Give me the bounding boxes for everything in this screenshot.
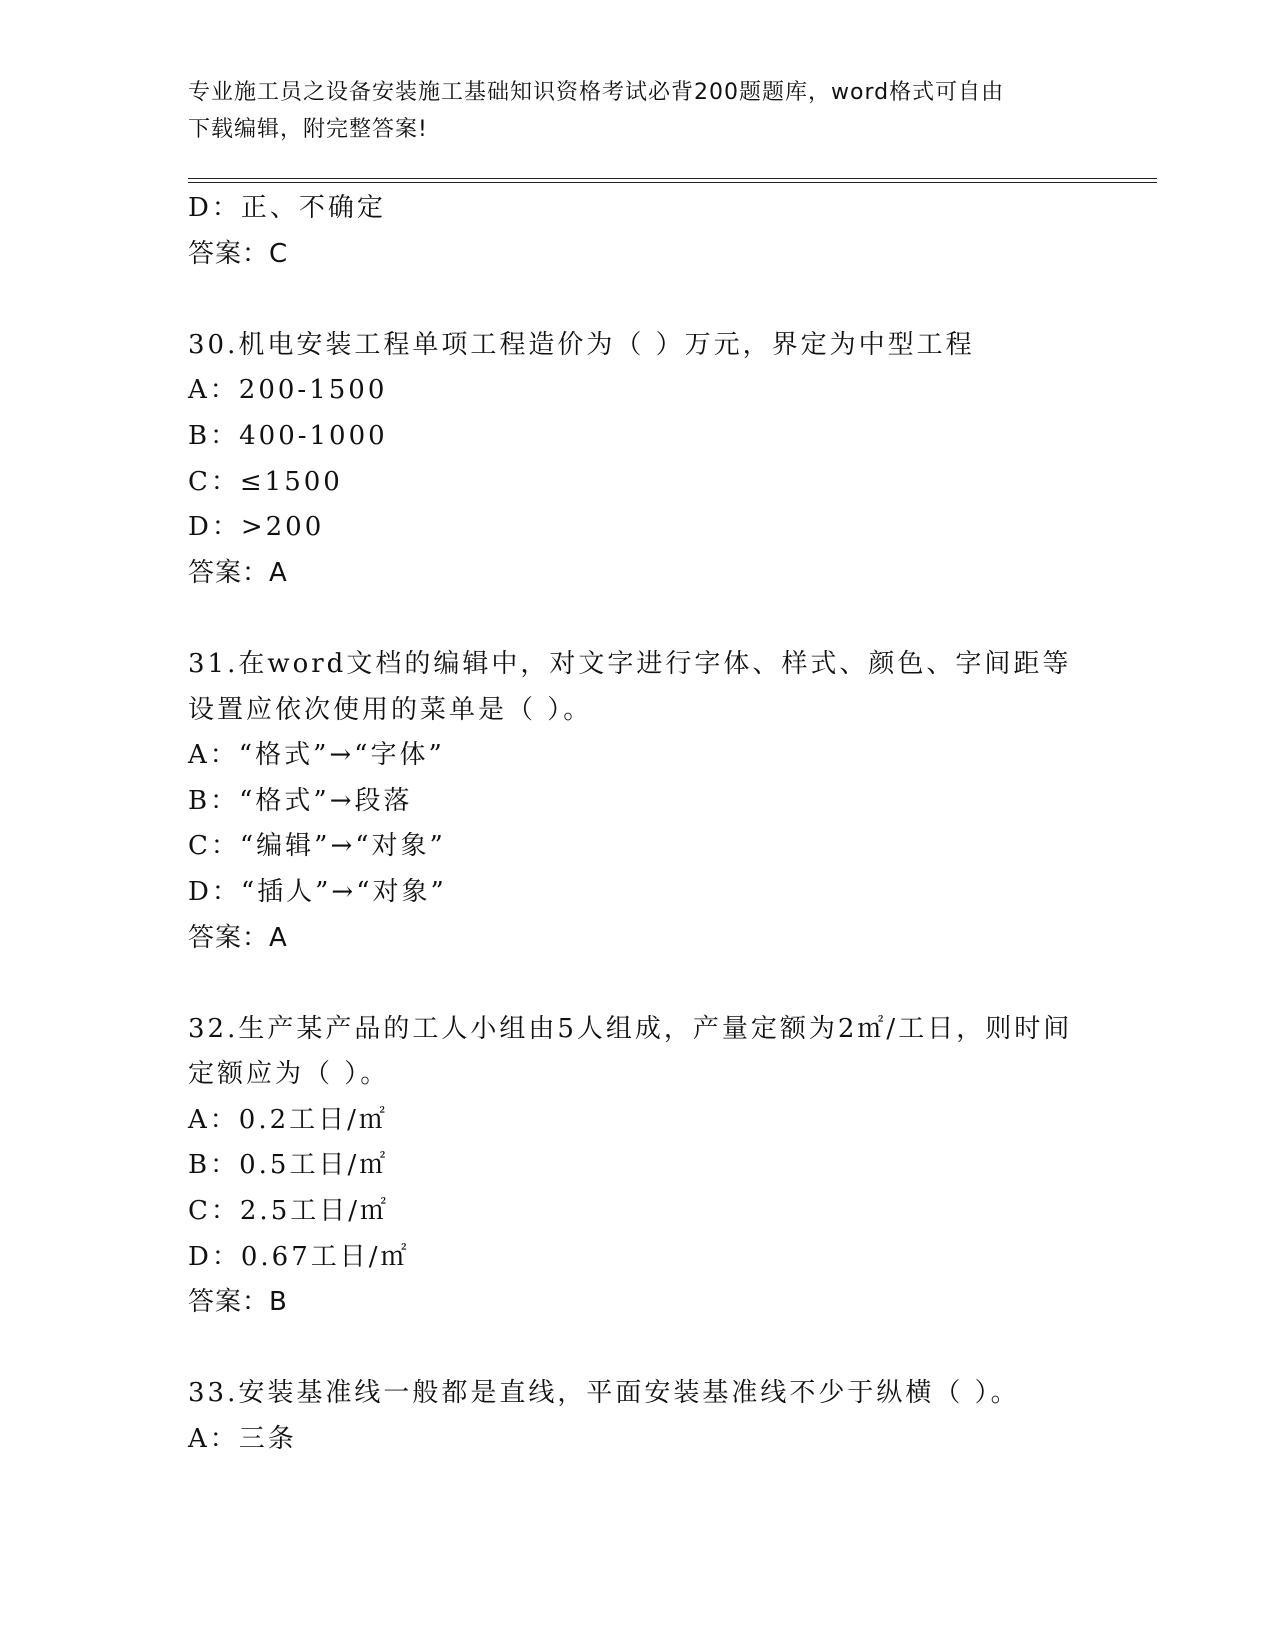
option-line: D：0.67工日/㎡: [188, 1241, 410, 1272]
answer-line: 答案：A: [188, 557, 288, 588]
header-divider: [188, 178, 1157, 183]
block-gap: [188, 277, 1088, 323]
question-line: 定额应为（ ）。: [188, 1059, 390, 1090]
answer-line: 答案：B: [188, 1287, 288, 1318]
option-line: B：0.5工日/㎡: [188, 1150, 389, 1181]
option-line: D：正、不确定: [188, 193, 386, 223]
option-line: C：2.5工日/㎡: [188, 1196, 390, 1227]
option-line: A：200-1500: [188, 375, 388, 406]
question-line: 31.在word文档的编辑中，对文字进行字体、样式、颜色、字间距等: [188, 648, 1072, 679]
answer-line: 答案：C: [188, 238, 289, 269]
answer-line: 答案：A: [188, 922, 288, 953]
option-line: B：“格式”→段落: [188, 785, 413, 816]
option-line: A：三条: [188, 1424, 297, 1455]
option-line: D：>200: [188, 512, 325, 543]
option-line: B：400-1000: [188, 420, 388, 451]
question-line: 30.机电安装工程单项工程造价为（ ）万元，界定为中型工程: [188, 329, 975, 360]
option-line: A：0.2工日/㎡: [188, 1104, 388, 1135]
block-gap: [188, 1326, 1088, 1372]
block-gap: [188, 596, 1088, 642]
option-line: C：≤1500: [188, 466, 343, 497]
question-list: [188, 186, 1088, 1463]
question-line: 33.安装基准线一般都是直线，平面安装基准线不少于纵横（ ）。: [188, 1378, 1020, 1409]
header-title-line-2: 下载编辑，附完整答案!: [188, 117, 428, 142]
option-line: D：“插人”→“对象”: [188, 876, 447, 907]
question-line: 32.生产某产品的工人小组由5人组成，产量定额为2㎡/工日，则时间: [188, 1013, 1073, 1044]
page-header: [188, 74, 1068, 148]
option-line: C：“编辑”→“对象”: [188, 831, 446, 862]
header-title-line-1: 专业施工员之设备安装施工基础知识资格考试必背200题题库，word格式可自由: [188, 80, 1005, 105]
option-line: A：“格式”→“字体”: [188, 740, 445, 771]
question-line: 设置应依次使用的菜单是（ ）。: [188, 694, 593, 725]
block-gap: [188, 961, 1088, 1007]
